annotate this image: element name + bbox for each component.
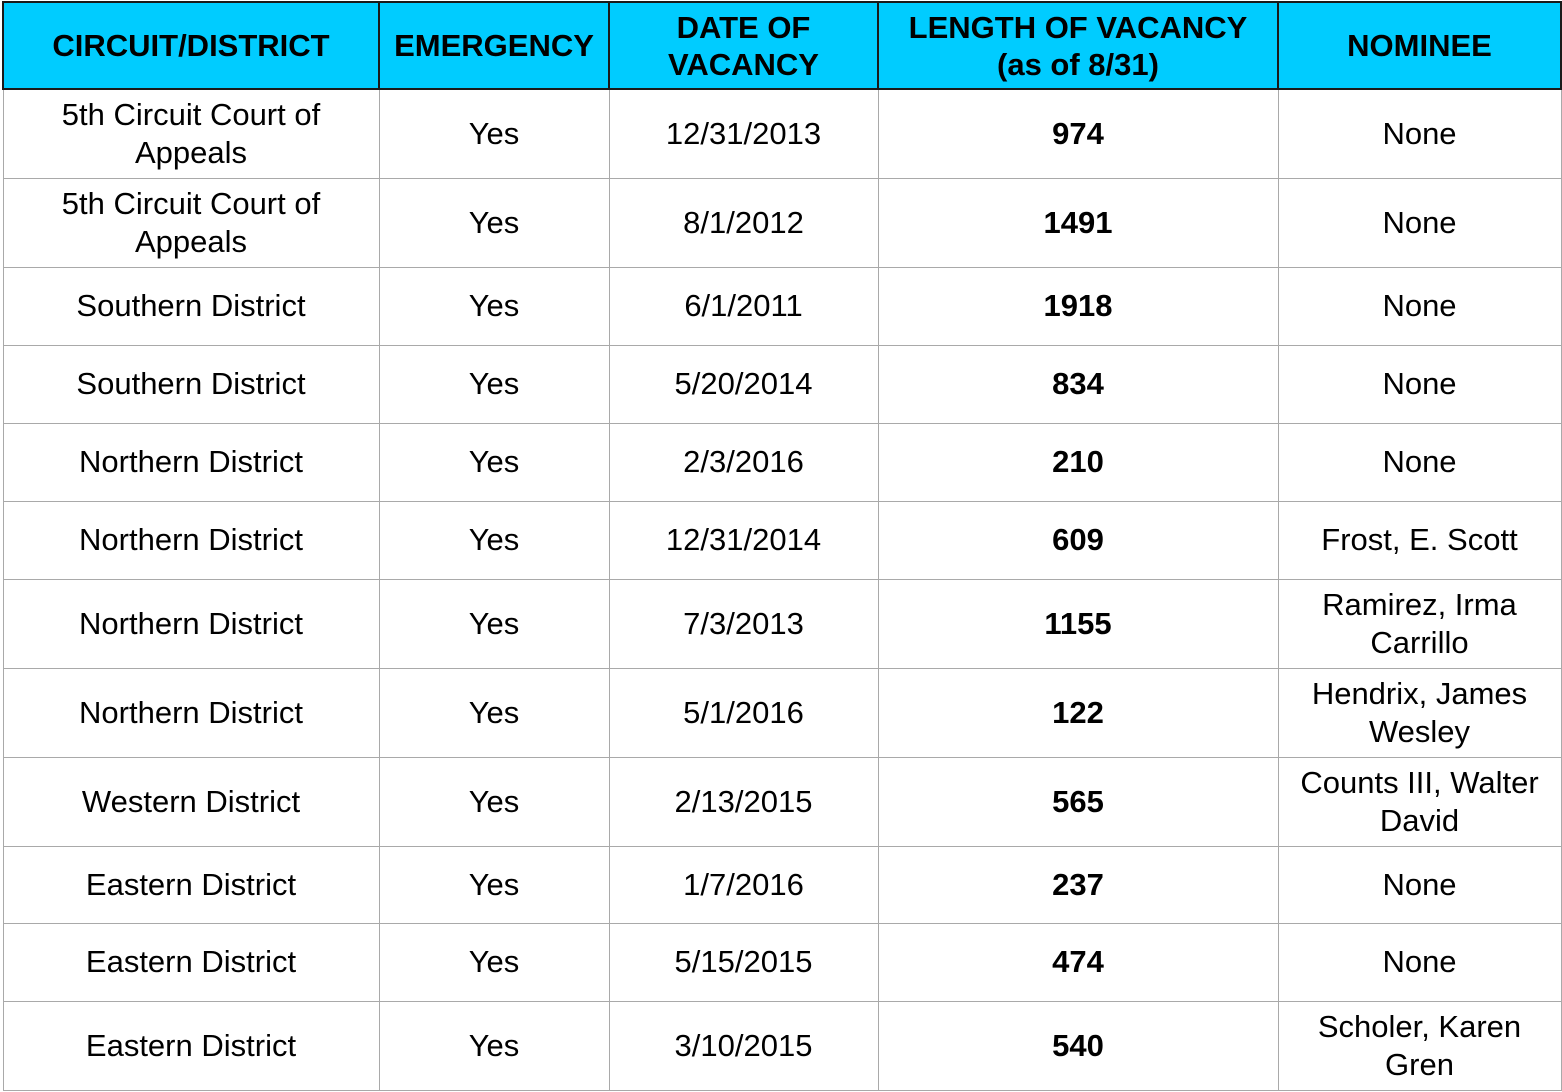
cell-nominee: None <box>1278 923 1561 1001</box>
cell-length: 122 <box>878 668 1278 757</box>
header-length-line1: LENGTH OF VACANCY <box>908 9 1248 45</box>
cell-circuit: 5th Circuit Court of Appeals <box>3 89 379 178</box>
cell-circuit: Northern District <box>3 423 379 501</box>
cell-date: 2/13/2015 <box>609 757 878 846</box>
cell-nominee: None <box>1278 423 1561 501</box>
cell-nominee: None <box>1278 178 1561 267</box>
cell-length: 540 <box>878 1001 1278 1090</box>
cell-length: 565 <box>878 757 1278 846</box>
table-row <box>3 423 1561 501</box>
table-row <box>3 345 1561 423</box>
table-row <box>3 1001 1561 1090</box>
cell-date: 12/31/2014 <box>609 501 878 579</box>
cell-emergency: Yes <box>379 501 609 579</box>
cell-circuit: Southern District <box>3 267 379 345</box>
cell-emergency: Yes <box>379 423 609 501</box>
cell-emergency: Yes <box>379 1001 609 1090</box>
header-emergency: EMERGENCY <box>379 2 609 89</box>
cell-length: 609 <box>878 501 1278 579</box>
cell-length: 1491 <box>878 178 1278 267</box>
table-row <box>3 501 1561 579</box>
cell-nominee: Counts III, Walter David <box>1278 757 1561 846</box>
cell-length: 210 <box>878 423 1278 501</box>
table-row <box>3 178 1561 267</box>
cell-emergency: Yes <box>379 757 609 846</box>
cell-emergency: Yes <box>379 923 609 1001</box>
cell-nominee: Hendrix, James Wesley <box>1278 668 1561 757</box>
table-row <box>3 668 1561 757</box>
cell-date: 5/1/2016 <box>609 668 878 757</box>
cell-date: 1/7/2016 <box>609 846 878 923</box>
table-row <box>3 923 1561 1001</box>
cell-nominee: Scholer, Karen Gren <box>1278 1001 1561 1090</box>
cell-date: 3/10/2015 <box>609 1001 878 1090</box>
cell-emergency: Yes <box>379 345 609 423</box>
cell-circuit: Eastern District <box>3 846 379 923</box>
table-row <box>3 846 1561 923</box>
cell-emergency: Yes <box>379 846 609 923</box>
header-date-line2: VACANCY <box>668 46 819 82</box>
cell-length: 1918 <box>878 267 1278 345</box>
cell-nominee: None <box>1278 267 1561 345</box>
cell-nominee: None <box>1278 345 1561 423</box>
cell-circuit: Eastern District <box>3 1001 379 1090</box>
table-row <box>3 267 1561 345</box>
cell-circuit: Northern District <box>3 501 379 579</box>
cell-length: 834 <box>878 345 1278 423</box>
header-length-line2: (as of 8/31) <box>997 46 1159 82</box>
cell-date: 12/31/2013 <box>609 89 878 178</box>
cell-nominee: Frost, E. Scott <box>1278 501 1561 579</box>
table-body <box>3 89 1561 1090</box>
table-row <box>3 579 1561 668</box>
header-date-line1: DATE OF <box>676 9 811 45</box>
cell-nominee: None <box>1278 89 1561 178</box>
cell-date: 7/3/2013 <box>609 579 878 668</box>
cell-emergency: Yes <box>379 579 609 668</box>
cell-date: 8/1/2012 <box>609 178 878 267</box>
cell-date: 5/15/2015 <box>609 923 878 1001</box>
cell-circuit: Northern District <box>3 668 379 757</box>
cell-circuit: Southern District <box>3 345 379 423</box>
cell-nominee: Ramirez, Irma Carrillo <box>1278 579 1561 668</box>
cell-length: 237 <box>878 846 1278 923</box>
cell-circuit: Western District <box>3 757 379 846</box>
table-header <box>3 2 1561 89</box>
header-date <box>609 2 878 89</box>
cell-emergency: Yes <box>379 178 609 267</box>
cell-emergency: Yes <box>379 89 609 178</box>
cell-date: 2/3/2016 <box>609 423 878 501</box>
cell-emergency: Yes <box>379 668 609 757</box>
cell-nominee: None <box>1278 846 1561 923</box>
table-row <box>3 89 1561 178</box>
cell-circuit: 5th Circuit Court of Appeals <box>3 178 379 267</box>
cell-length: 1155 <box>878 579 1278 668</box>
cell-emergency: Yes <box>379 267 609 345</box>
header-length <box>878 2 1278 89</box>
cell-date: 5/20/2014 <box>609 345 878 423</box>
cell-circuit: Eastern District <box>3 923 379 1001</box>
vacancies-table <box>2 1 1562 1091</box>
cell-length: 974 <box>878 89 1278 178</box>
cell-circuit: Northern District <box>3 579 379 668</box>
cell-length: 474 <box>878 923 1278 1001</box>
header-circuit: CIRCUIT/DISTRICT <box>3 2 379 89</box>
header-nominee: NOMINEE <box>1278 2 1561 89</box>
table-row <box>3 757 1561 846</box>
header-row <box>3 2 1561 89</box>
cell-date: 6/1/2011 <box>609 267 878 345</box>
